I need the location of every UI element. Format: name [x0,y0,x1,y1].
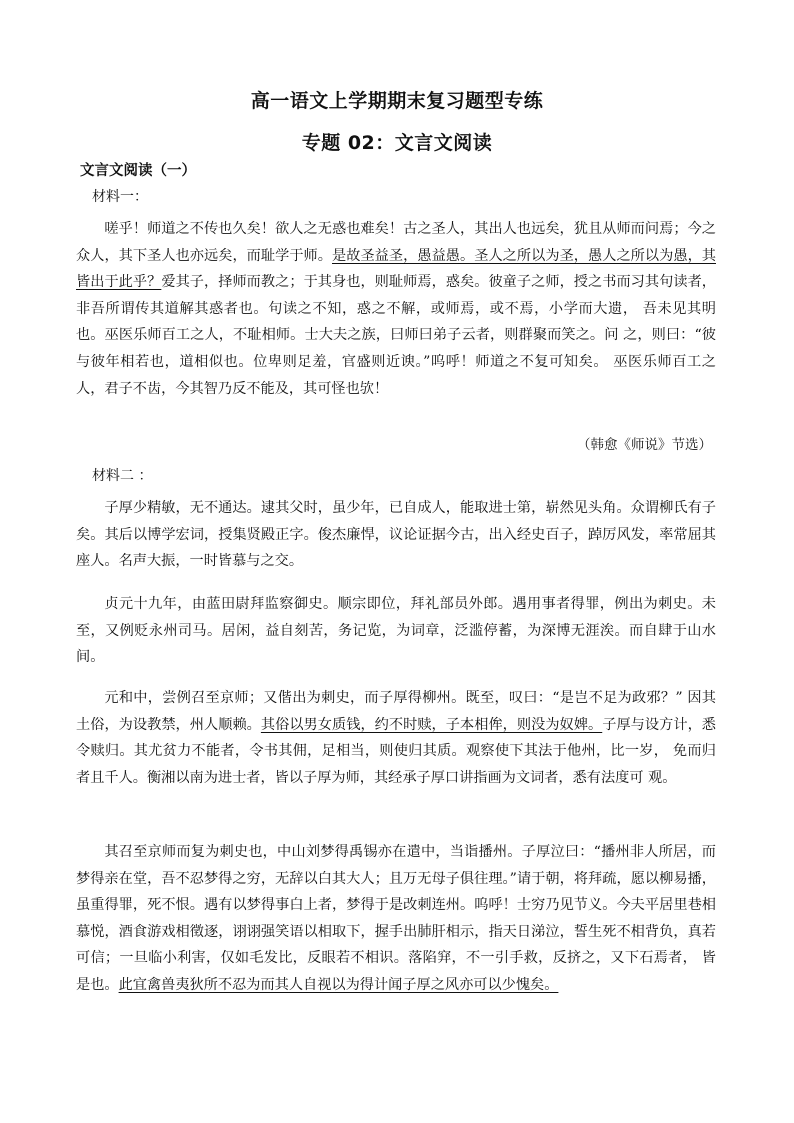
paragraph-3-text-a: 元和中，尝例召至京师；又偕出为刺史，而子厚得柳州。既至，叹曰：“是岂不足为政邪？” 因其土俗，为设教禁，州人顺赖。 [76,690,716,733]
material-two-paragraph-1: 子厚少精敏，无不通达。逮其父时，虽少年，已自成人，能取进士第，崭然见头角。众谓柳氏有子矣。其后以博学宏词，授集贤殿正字。俊杰廉悍，议论证据今古，出入经史百子，踔厉风发，率常屈其座人。名声大振，一时皆慕与之交。 [76,500,716,570]
section-heading: 文言文阅读（一） [80,163,196,179]
material-two-paragraph-2: 贞元十九年，由蓝田尉拜监察御史。顺宗即位，拜礼部员外郎。遇用事者得罪，例出为刺史。未至，又例贬永州司马。居闲，益自刻苦，务记览，为词章，泛滥停蓄，为深博无涯涘。而自肆于山水间。 [76,596,716,666]
material-two-paragraph-3 [76,685,716,791]
document-title: 高一语文上学期期末复习题型专练 [250,90,544,112]
paragraph-3-text-b: 子厚与设方计，悉令赎归。其尤贫力不能者，令书其佣，足相当，则使归其质。观察使下其法于他州，比一岁， 免而归者且千人。衡湘以南为进士者，皆以子厚为师，其经承子厚口讲指画为文词者，悉有法度可 观。 [76,716,716,786]
material-one-label: 材料一： [92,189,148,205]
underlined-sentence-1: 是故圣益圣，愚益愚。圣人之所以为圣，愚人之所以为愚，其皆出于此乎？ [76,247,716,291]
paragraph-4-text-a: 其召至京师而复为刺史也，中山刘梦得禹锡亦在遣中，当诣播州。子厚泣曰：“播州非人所居，而梦得亲在堂，吾不忍梦得之穷，无辞以白其大人；且万无母子俱往理。”请于朝，将拜疏，愿以柳易播，虽重得罪，死不恨。遇有以梦得事白上者，梦得于是改刺连州。呜呼！士穷乃见节义。今夫平居里巷相慕悦，酒食游戏相徵逐，诩诩强笑语以相取下，握手出肺肝相示，指天日涕泣，誓生死不相背负，真若可信；一旦临小利害，仅如毛发比，反眼若不相识。落陷穽，不一引手救，反挤之，又下石焉者， 皆是也。 [76,844,716,993]
source-citation: （韩愈《师说》节选） [577,437,712,453]
underlined-sentence-2: 其俗以男女质钱，约不时赎，子本相侔，则没为奴婢。 [260,716,603,733]
underlined-sentence-3: 此宜禽兽夷狄所不忍为而其人自视以为得计闻子厚之风亦可以少愧矣。 [118,976,559,993]
material-two-paragraph-4 [76,839,716,999]
material-two-label: 材料二 ： [92,468,153,484]
document-subtitle: 专题 02：文言文阅读 [301,132,493,154]
material-one-text-a: 嗟乎！师道之不传也久矣！欲人之无惑也难矣！古之圣人，其出人也远矣，犹且从师而问焉；今之众人，其下圣人也亦远矣，而耻学于师。 [76,221,716,264]
material-one-text-b: 爱其子，择师而教之；于其身也，则耻师焉，惑矣。彼童子之师，授之书而习其句读者，非吾所谓传其道解其惑者也。句读之不知，惑之不解，或师焉，或不焉，小学而大遗， 吾未见其明也。巫医乐师百工之人，不耻相师。士大夫之族，曰师曰弟子云者，则群聚而笑之。问 之，则曰：“彼与彼年相若也，道相似也。位卑则足羞，官盛则近谀。”呜呼！师道之不复可知矣。 巫医乐师百工之人，君子不齿，今其智乃反不能及，其可怪也欤！ [76,274,716,397]
material-one-paragraph [76,216,716,402]
